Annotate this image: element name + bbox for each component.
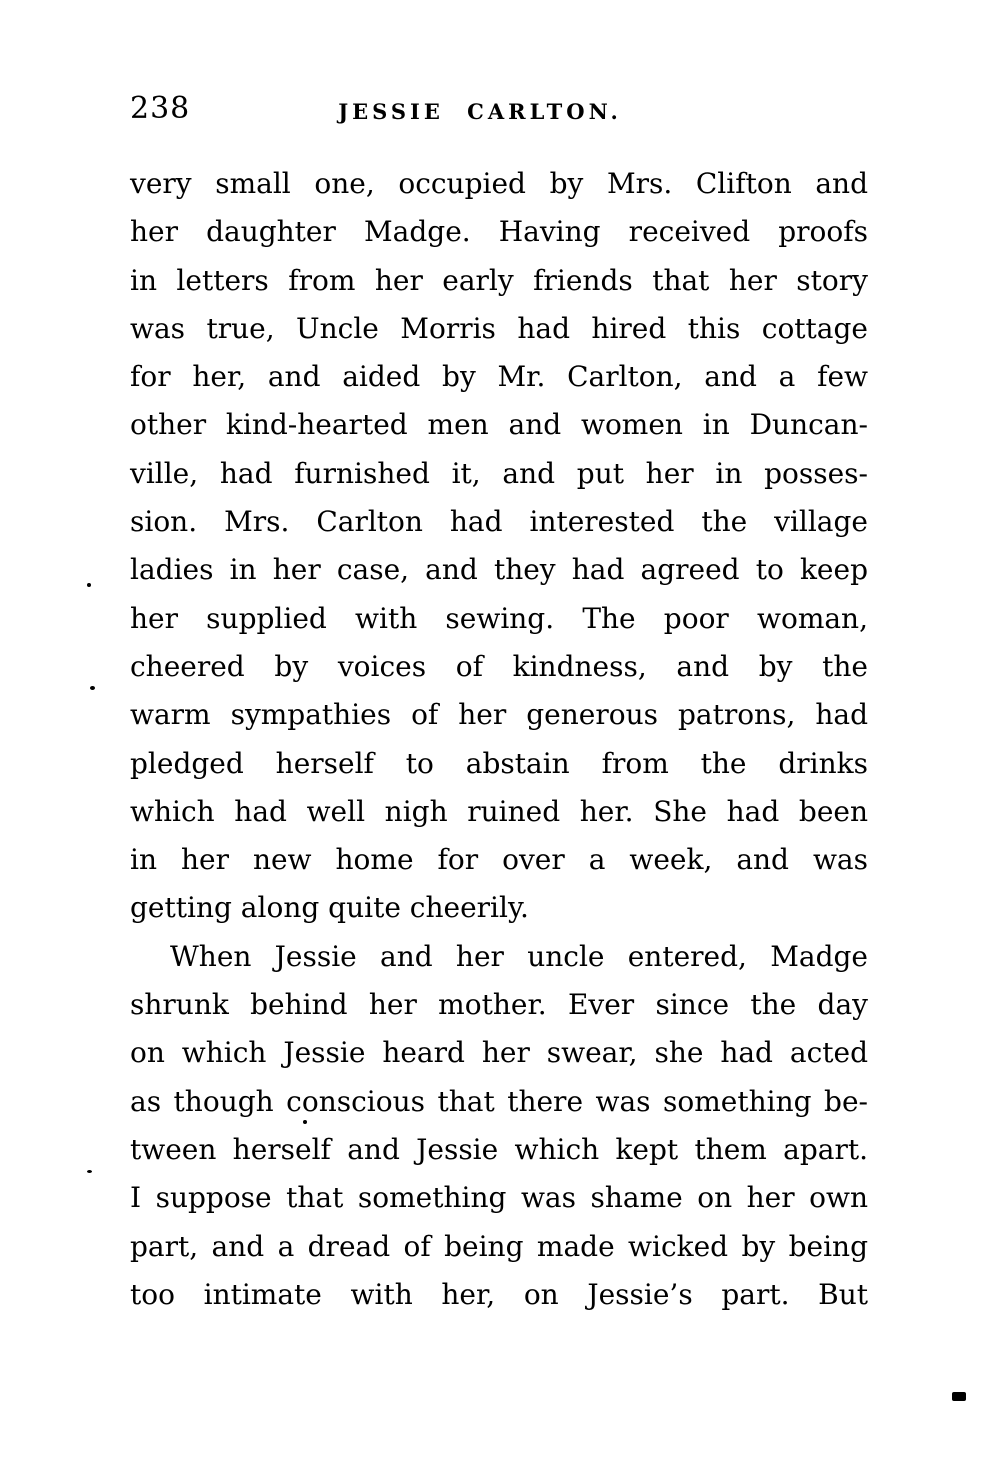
text-line: very small one, occupied by Mrs. Clifton and <box>130 167 868 200</box>
text-line: which had well nigh ruined her. She had been <box>130 794 868 828</box>
text-line: in her new home for over a week, and was <box>130 843 868 877</box>
text-line: on which Jessie heard her swear, she had acted <box>130 1036 868 1070</box>
text-line: When Jessie and her uncle entered, Madge <box>170 939 868 973</box>
text-line: ville, had furnished it, and put her in posses- <box>130 456 868 490</box>
text-line: too intimate with her, on Jessie’s part. But <box>130 1277 868 1311</box>
ink-speck <box>87 1170 92 1173</box>
text-line: in letters from her early friends that her story <box>130 263 868 297</box>
running-head: JESSIE CARLTON. <box>338 99 622 124</box>
page-number: 238 <box>130 91 191 126</box>
text-line: her daughter Madge. Having received proofs <box>130 215 868 249</box>
text-line: warm sympathies of her generous patrons, had <box>130 698 868 732</box>
text-line: getting along quite cheerily. <box>130 891 529 925</box>
text-line: other kind-hearted men and women in Duncan- <box>130 408 868 442</box>
text-line: I suppose that something was shame on her own <box>130 1181 868 1215</box>
text-line: was true, Uncle Morris had hired this cottage <box>130 311 868 345</box>
text-line: cheered by voices of kindness, and by the <box>130 649 868 683</box>
text-line: ladies in her case, and they had agreed to keep <box>130 553 868 587</box>
text-line: for her, and aided by Mr. Carlton, and a few <box>130 360 868 394</box>
text-line: tween herself and Jessie which kept them apart. <box>130 1132 868 1166</box>
ink-speck <box>90 686 95 690</box>
text-line: part, and a dread of being made wicked by being <box>130 1229 868 1263</box>
text-line: as though conscious that there was something be- <box>130 1084 868 1118</box>
ink-blob <box>952 1392 966 1401</box>
text-line: shrunk behind her mother. Ever since the day <box>130 988 868 1022</box>
ink-speck <box>303 1120 307 1124</box>
text-line: her supplied with sewing. The poor woman, <box>130 601 868 635</box>
body-text <box>130 160 868 1319</box>
text-line: sion. Mrs. Carlton had interested the village <box>130 505 868 539</box>
text-line: pledged herself to abstain from the drinks <box>130 746 868 780</box>
ink-speck <box>87 583 91 587</box>
